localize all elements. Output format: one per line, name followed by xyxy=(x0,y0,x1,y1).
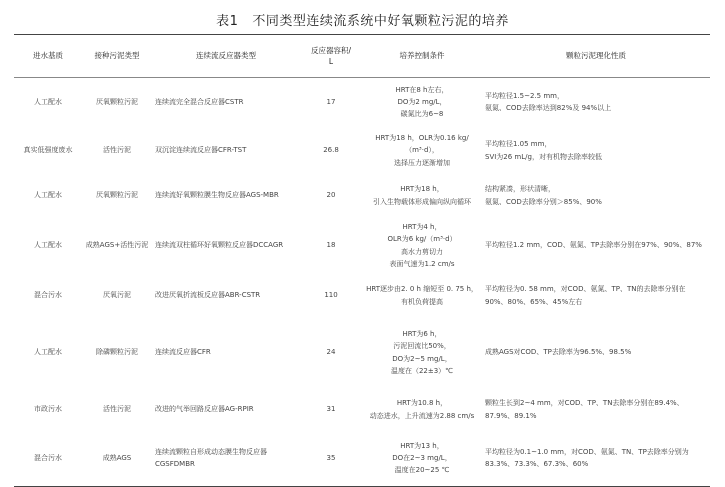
property-line: SVI为26 mL/g，对有机物去除率较低 xyxy=(485,152,602,161)
property-line: 结构紧凑，形状清晰， xyxy=(485,185,555,194)
table-row xyxy=(14,431,710,487)
header-row xyxy=(14,35,710,78)
condition-line: HRT逐步由2. 0 h 缩短至 0. 75 h， xyxy=(366,285,478,294)
condition-line: 动态进水，上升流速为2.88 cm/s xyxy=(369,411,475,420)
property-line: 平均粒径1.2 mm，COD、氨氮、TP去除率分别在97%、90%、87% xyxy=(485,241,702,250)
cell-influent: 人工配水 xyxy=(34,191,62,200)
condition-line: HRT为18 h，OLR为0.16 kg/ xyxy=(375,134,469,143)
cell-influent: 人工配水 xyxy=(34,241,62,250)
cell-conditions xyxy=(362,217,482,275)
table-row xyxy=(14,217,710,275)
cell-influent: 人工配水 xyxy=(34,98,62,107)
cell-properties xyxy=(482,127,710,175)
cell-properties xyxy=(482,317,710,389)
table-row xyxy=(14,389,710,431)
cell-reactor: 连续流完全混合反应器CSTR xyxy=(155,98,244,107)
cell-sludge: 活性污泥 xyxy=(103,405,131,414)
header-influent: 进水基质 xyxy=(14,35,82,78)
property-line: 成熟AGS对COD、TP去除率为96.5%、98.5% xyxy=(485,348,632,357)
header-volume-line1: 反应器容积/ xyxy=(310,45,352,55)
condition-line: HRT为4 h， xyxy=(402,223,442,231)
property-line: 平均粒径1.5~2.5 mm， xyxy=(485,92,564,100)
cell-influent: 市政污水 xyxy=(34,405,62,414)
cell-influent: 混合污水 xyxy=(14,431,82,487)
cell-sludge: 厌氧污泥 xyxy=(103,291,131,300)
condition-line: HRT为6 h， xyxy=(402,330,442,338)
header-conditions: 培养控制条件 xyxy=(362,35,482,78)
property-line: 平均粒径为0. 58 mm，对COD、氨氮、TP、TN的去除率分别在90%、80%、65%、45%左右 xyxy=(485,285,686,306)
cell-reactor: 改进的气举回路反应器AG-RPIR xyxy=(155,405,254,414)
cell-conditions xyxy=(362,175,482,217)
condition-line: HRT为13 h， xyxy=(400,441,444,450)
condition-line: HRT为10.8 h， xyxy=(396,399,448,408)
cell-reactor: 连续流反应器CFR xyxy=(155,348,211,357)
condition-line: DO为2 mg/L， xyxy=(397,98,447,107)
cell-properties xyxy=(482,217,710,275)
property-line: 氨氮、COD去除率达到82%及 94%以上 xyxy=(485,104,612,113)
cell-volume: 110 xyxy=(324,291,338,300)
cell-sludge: 厌氧颗粒污泥 xyxy=(96,98,138,107)
header-volume xyxy=(300,35,362,78)
cell-properties xyxy=(482,275,710,317)
culture-table xyxy=(14,34,710,487)
table-title xyxy=(0,10,725,29)
table-number: 表1 xyxy=(216,14,239,29)
cell-properties xyxy=(482,431,710,487)
cell-reactor: 连续流双柱循环好氧颗粒反应器DCCAGR xyxy=(155,241,284,250)
cell-properties xyxy=(482,78,710,127)
cell-properties xyxy=(482,175,710,217)
cell-volume: 24 xyxy=(326,348,336,357)
cell-conditions xyxy=(362,275,482,317)
condition-line: DO在2~3 mg/L， xyxy=(392,454,452,463)
table-row xyxy=(14,275,710,317)
condition-line: 表面气速为1.2 cm/s xyxy=(389,259,455,268)
property-line: 氨氮、COD去除率分别＞85%、90% xyxy=(485,197,602,206)
cell-sludge: 活性污泥 xyxy=(103,146,131,155)
cell-sludge: 厌氧颗粒污泥 xyxy=(96,191,138,200)
cell-sludge: 成熟AGS xyxy=(82,431,152,487)
cell-influent: 人工配水 xyxy=(34,348,62,357)
condition-line: 引入生物载体形成偏向纵向循环 xyxy=(373,197,471,206)
table-body xyxy=(14,78,710,487)
condition-line: 碳氮比为6~8 xyxy=(400,110,444,119)
property-line: 平均粒径为0.1~1.0 mm，对COD、氨氮、TN、TP去除率分别为83.3%、73.3%、67.3%、60% xyxy=(485,448,689,469)
cell-reactor: 改进厌氧折流板反应器ABR-CSTR xyxy=(155,291,261,300)
condition-line: OLR为6 kg/（m³·d） xyxy=(387,235,457,244)
cell-volume: 17 xyxy=(326,98,336,107)
header-volume-line2: L xyxy=(328,57,334,66)
condition-line: 选择压力逐渐增加 xyxy=(394,158,450,167)
cell-volume: 18 xyxy=(326,241,336,250)
cell-volume: 20 xyxy=(326,191,336,200)
cell-reactor: 连续流好氧颗粒膜生物反应器AGS-MBR xyxy=(155,191,279,200)
header-reactor: 连续流反应器类型 xyxy=(152,35,300,78)
cell-conditions xyxy=(362,127,482,175)
cell-influent: 真实低强度废水 xyxy=(23,146,73,155)
header-properties: 颗粒污泥理化性质 xyxy=(482,35,710,78)
condition-line: 污泥回流比50%， xyxy=(393,342,451,351)
condition-line: 有机负荷提高 xyxy=(401,297,443,306)
table-row xyxy=(14,78,710,127)
cell-conditions xyxy=(362,389,482,431)
cell-reactor: 双沉淀连续流反应器CFR-TST xyxy=(155,146,247,155)
property-line: 颗粒生长到2~4 mm，对COD、TP、TN去除率分别在89.4%、87.9%、89.1% xyxy=(485,399,684,420)
condition-line: 温度在（22±3）℃ xyxy=(390,366,454,375)
condition-line: HRT在8 h左右， xyxy=(395,85,449,94)
cell-conditions xyxy=(362,78,482,127)
condition-line: DO为2~5 mg/L， xyxy=(392,354,452,363)
condition-line: HRT为18 h， xyxy=(400,185,444,194)
cell-volume: 26.8 xyxy=(323,146,339,155)
cell-volume: 35 xyxy=(300,431,362,487)
condition-line: （m³·d）， xyxy=(405,146,439,155)
header-sludge: 接种污泥类型 xyxy=(82,35,152,78)
condition-line: 高水力剪切力 xyxy=(401,247,443,256)
cell-sludge: 除磷颗粒污泥 xyxy=(96,348,138,357)
table-row xyxy=(14,127,710,175)
cell-influent: 混合污水 xyxy=(34,291,62,300)
cell-conditions xyxy=(362,317,482,389)
table-row xyxy=(14,175,710,217)
cell-volume: 31 xyxy=(326,405,336,414)
condition-line: 温度在20~25 ℃ xyxy=(394,466,450,475)
cell-conditions xyxy=(362,431,482,487)
cell-sludge: 成熟AGS+活性污泥 xyxy=(85,241,149,250)
cell-properties xyxy=(482,389,710,431)
table-caption: 不同类型连续流系统中好氧颗粒污泥的培养 xyxy=(252,14,509,29)
cell-reactor: 连续流颗粒自形成动态膜生物反应器CGSFDMBR xyxy=(152,431,300,487)
table-row xyxy=(14,317,710,389)
property-line: 平均粒径1.05 mm， xyxy=(485,140,552,149)
